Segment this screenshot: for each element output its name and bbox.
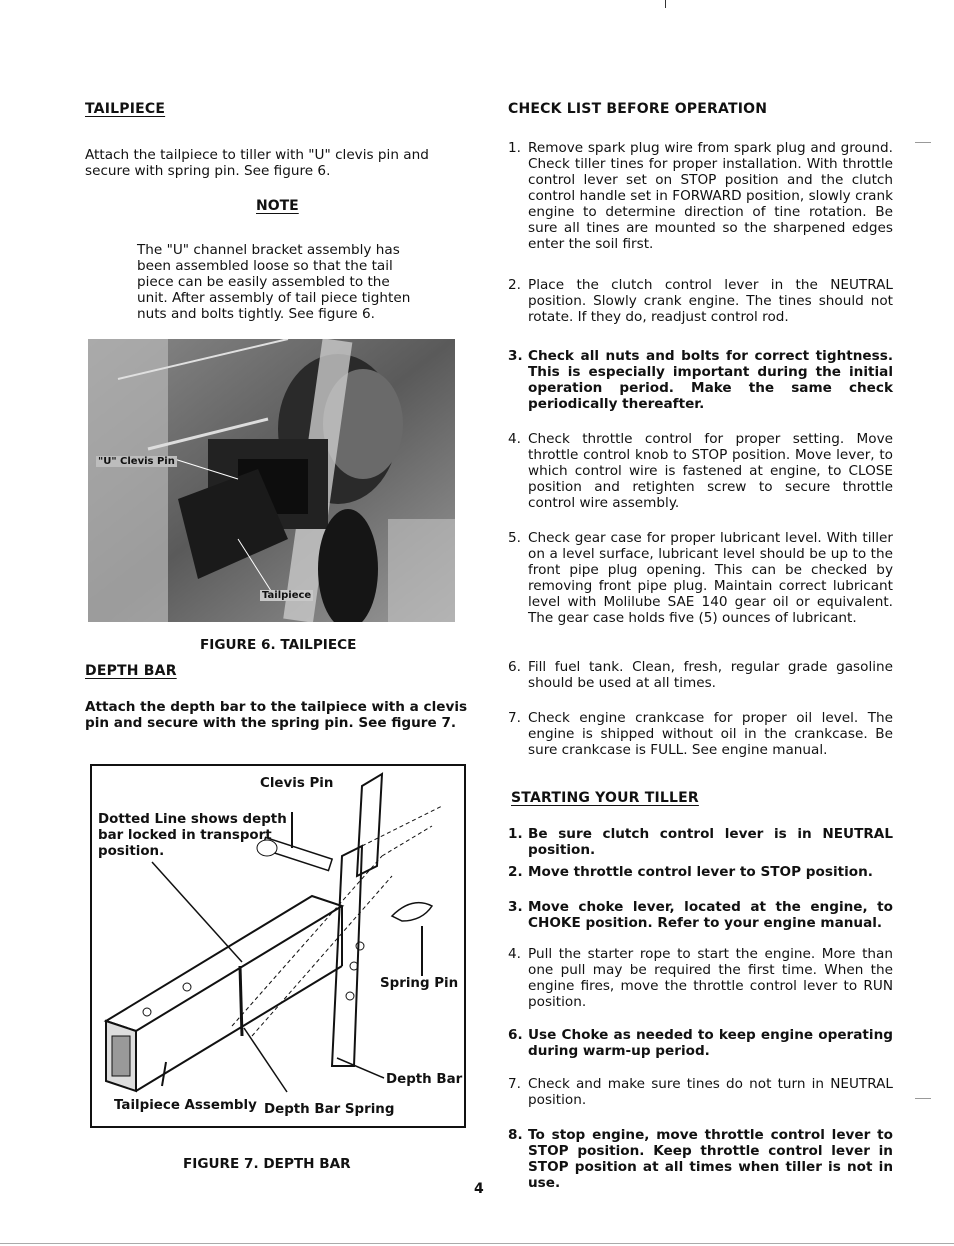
note-line: nuts and bolts tightly. See figure 6.: [137, 306, 375, 322]
item-text: Check engine crankcase for proper oil level. The engine is shipped without oil in the crankcase. Be sure crankcase is FULL. See engine manual.: [528, 710, 893, 758]
page-bottom-edge: [0, 1243, 954, 1244]
item-text: To stop engine, move throttle control lever to STOP position. Keep throttle control lever in STOP position at all times when tiller is not in use.: [528, 1127, 893, 1191]
item-number: 6.: [508, 1027, 523, 1043]
dotted-line-text: position.: [98, 844, 165, 859]
note-line: been assembled loose so that the tail: [137, 258, 393, 274]
spring-pin-label: Spring Pin: [380, 976, 459, 991]
item-text: Pull the starter rope to start the engine. More than one pull may be required the first time. When the engine fires, move the throttle control lever to RUN position.: [528, 946, 893, 1010]
item-number: 2.: [508, 277, 521, 293]
margin-mark: [915, 1098, 931, 1099]
item-number: 5.: [508, 530, 521, 546]
depth-bar-label: Depth Bar: [386, 1072, 463, 1087]
depth-bar-heading: DEPTH BAR: [85, 663, 177, 679]
figure-6-photo: [88, 339, 455, 622]
tailpiece-heading: TAILPIECE: [85, 101, 166, 117]
depth-bar-line-1: Attach the depth bar to the tailpiece with a clevis: [85, 699, 468, 715]
figure-7-box: [90, 764, 466, 1128]
item-number: 7.: [508, 1076, 521, 1092]
depth-bar-line-2: pin and secure with the spring pin. See figure 7.: [85, 715, 457, 731]
figure-6-caption: FIGURE 6. TAILPIECE: [200, 637, 357, 653]
page-number: 4: [474, 1181, 484, 1197]
item-number: 2.: [508, 864, 523, 880]
note-text: [137, 242, 417, 322]
dotted-line-text: bar locked in transport: [98, 828, 272, 843]
tailpiece-label: Tailpiece: [262, 590, 312, 601]
item-text: Move choke lever, located at the engine, to CHOKE position. Refer to your engine manual.: [528, 899, 893, 931]
item-text: Place the clutch control lever in the NEUTRAL position. Slowly crank engine. The tines should not rotate. If they do, readjust control rod.: [528, 277, 893, 325]
figure-7-caption: FIGURE 7. DEPTH BAR: [183, 1156, 351, 1172]
tailpiece-line-2: secure with spring pin. See figure 6.: [85, 163, 331, 179]
depth-bar-instructions: [85, 699, 470, 731]
margin-mark: [915, 142, 931, 143]
item-number: 3.: [508, 899, 523, 915]
item-text: Check gear case for proper lubricant level. With tiller on a level surface, lubricant level should be up to the front pipe plug opening. This can be checked by removing front pipe plug. Maintain correct lubricant level with Molilube SAE 140 gear oil or equivalent. The gear case holds five (5) ounces of lubricant.: [528, 530, 893, 626]
tailpiece-instructions: [85, 147, 468, 179]
note-title: NOTE: [256, 198, 299, 214]
note-line: unit. After assembly of tail piece tighten: [137, 290, 411, 306]
item-text: Check and make sure tines do not turn in NEUTRAL position.: [528, 1076, 893, 1108]
tailpiece-line-1: Attach the tailpiece to tiller with "U" clevis pin and: [85, 147, 429, 163]
tailpiece-photo-illustration: [88, 339, 455, 622]
tailpiece-assembly-label: Tailpiece Assembly: [114, 1098, 257, 1113]
top-tick-mark: [665, 0, 666, 8]
item-number: 7.: [508, 710, 521, 726]
item-text: Move throttle control lever to STOP position.: [528, 864, 873, 880]
note-line: piece can be easily assembled to the: [137, 274, 390, 290]
checklist-heading: CHECK LIST BEFORE OPERATION: [508, 101, 768, 117]
item-text: Use Choke as needed to keep engine operating during warm-up period.: [528, 1027, 893, 1059]
item-text: Check throttle control for proper setting. Move throttle control knob to STOP position. Move lever, to which control wire is fastened at engine, to CLOSE position and retighten screw to secure throttle control wire assembly.: [528, 431, 893, 511]
clevis-pin-label: "U" Clevis Pin: [98, 456, 175, 467]
dotted-line-label: [98, 812, 287, 860]
starting-heading: STARTING YOUR TILLER: [511, 790, 699, 806]
item-text: Be sure clutch control lever is in NEUTRAL position.: [528, 826, 893, 858]
depth-bar-spring-label: Depth Bar Spring: [264, 1102, 395, 1117]
item-number: 1.: [508, 826, 523, 842]
note-line: The "U" channel bracket assembly has: [137, 242, 400, 258]
item-number: 6.: [508, 659, 521, 675]
clevis-pin-label: Clevis Pin: [260, 776, 334, 791]
item-number: 1.: [508, 140, 521, 156]
item-text: Fill fuel tank. Clean, fresh, regular grade gasoline should be used at all times.: [528, 659, 893, 691]
item-number: 3.: [508, 348, 523, 364]
item-number: 4.: [508, 431, 521, 447]
item-number: 4.: [508, 946, 521, 962]
item-text: Remove spark plug wire from spark plug and ground. Check tiller tines for proper installation. With throttle control lever set on STOP position and the clutch control handle set in FORWARD position, slowly crank engine to determine direction of tine rotation. Be sure all tines are mounted so the sharpened edges enter the soil first.: [528, 140, 893, 252]
item-text: Check all nuts and bolts for correct tightness. This is especially important during the initial operation period. Make the same check periodically thereafter.: [528, 348, 893, 412]
dotted-line-text: Dotted Line shows depth: [98, 812, 287, 827]
item-number: 8.: [508, 1127, 523, 1143]
